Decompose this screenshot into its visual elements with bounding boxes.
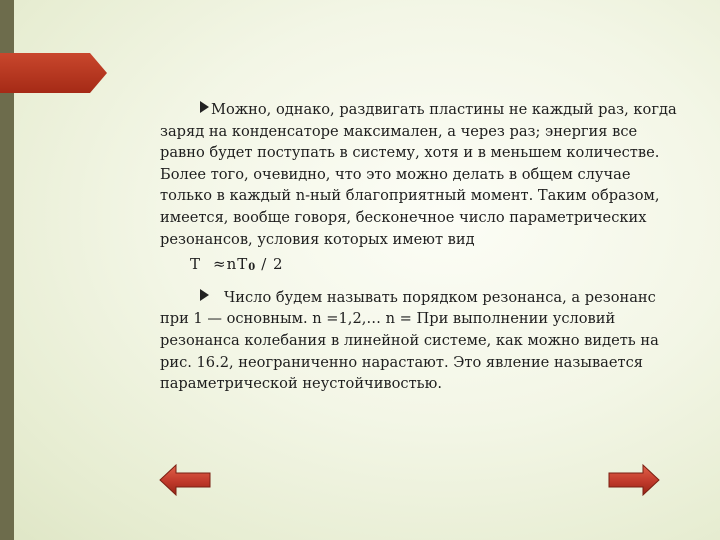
paragraph-2-text: Число будем называть порядком резонанса, а резонанс при 1 — основным. n =1,2,… n = При выполнении условий резонанса колебания в линейной системе, как можно видеть на рис. 16.2, неограниченно нарастают. Это явление называется параметрической неустойчивостью. [160,288,659,393]
formula-lhs: T [190,255,202,274]
paragraph-2 [160,287,684,395]
formula-tail: / 2 [261,255,284,274]
formula-subscript: 0 [248,262,257,274]
arrowhead-bullet-icon [200,101,209,113]
paragraph-1-text: Можно, однако, раздвигать пластины не каждый раз, когда заряд на конденсаторе максимален, а через раз; энергия все равно будет поступать в систему, хотя и в меньшем количестве. Более того, очевидно, что это можно делать в общем случае только в каждый n-ный благоприятный момент. Таким образом, имеется, вообще говоря, бесконечное число параметрических резонансов, условия которых имеют вид [160,101,677,248]
resonance-formula [190,254,684,279]
left-arrow-icon[interactable] [158,463,212,497]
right-arrow-icon[interactable] [607,463,661,497]
slide-body [160,99,684,395]
arrowhead-bullet-icon [200,289,209,301]
corner-ribbon-icon [0,53,108,93]
paragraph-1 [160,99,684,250]
formula-rhs: nT [226,255,249,274]
formula-approx-sign: ≈ [213,255,227,274]
